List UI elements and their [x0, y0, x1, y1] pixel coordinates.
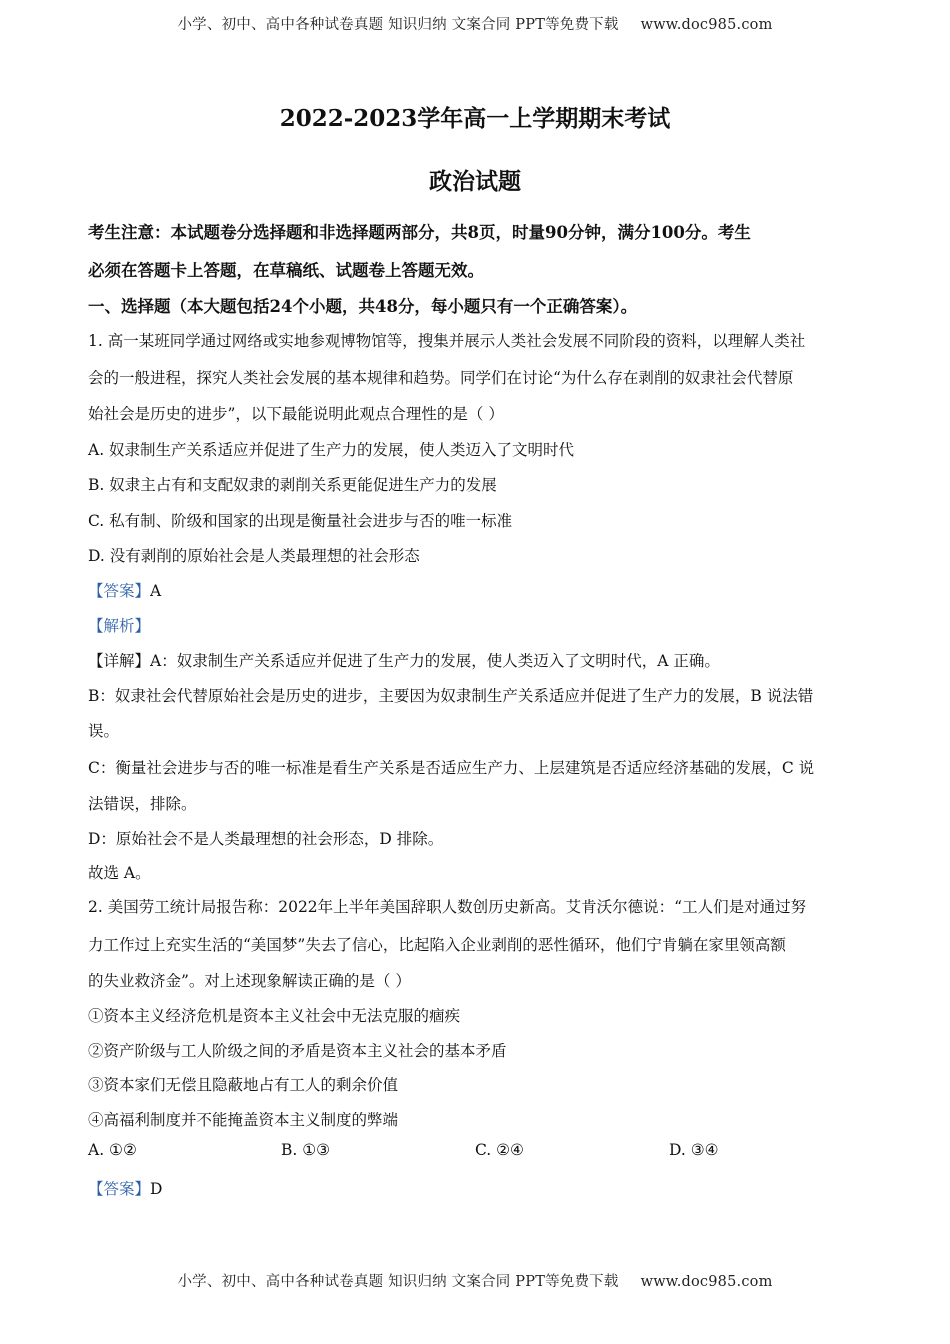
q1-stem-1: 1. 高一某班同学通过网络或实地参观博物馆等，搜集并展示人类社会发展不同阶段的资料，以理解人类社: [88, 332, 806, 350]
q1-conclusion: 故选 A。: [88, 864, 151, 882]
q2-option-d: D. ③④: [669, 1141, 719, 1159]
q1-option-a: A. 奴隶制生产关系适应并促进了生产力的发展，使人类迈入了文明时代: [88, 441, 575, 459]
q1-answer: [88, 579, 161, 601]
section-heading: 一、选择题（本大题包括24个小题，共48分，每小题只有一个正确答案）。: [88, 297, 638, 316]
analysis-tag: 【解析】: [88, 617, 151, 635]
answer-value: D: [150, 1180, 163, 1198]
q2-option-b: B. ①③: [281, 1141, 331, 1159]
notice-line-1: 考生注意：本试题卷分选择题和非选择题两部分，共8页，时量90分钟，满分100分。考生: [88, 223, 751, 242]
footer-url[interactable]: www.doc985.com: [640, 1274, 773, 1290]
answer-tag: 【答案】: [88, 582, 151, 600]
q1-option-d: D. 没有剥削的原始社会是人类最理想的社会形态: [88, 547, 420, 565]
q2-stem-2: 力工作过上充实生活的“美国梦”失去了信心，比起陷入企业剥削的恶性循环，他们宁肯躺在家里领高额: [88, 936, 786, 954]
q1-option-c: C. 私有制、阶级和国家的出现是衡量社会进步与否的唯一标准: [88, 512, 513, 530]
page-footer: [0, 1270, 950, 1291]
q1-stem-2: 会的一般进程，探究人类社会发展的基本规律和趋势。同学们在讨论“为什么存在剥削的奴隶社会代替原: [88, 369, 794, 387]
q1-detail-3a: C：衡量社会进步与否的唯一标准是看生产关系是否适应生产力、上层建筑是否适应经济基础的发展，C 说: [88, 759, 815, 777]
q2-option-c: C. ②④: [475, 1141, 524, 1159]
q1-detail-3b: 法错误，排除。: [88, 795, 197, 813]
q2-stem-3: 的失业救济金”。对上述现象解读正确的是（ ）: [88, 972, 411, 990]
header-url[interactable]: www.doc985.com: [640, 17, 773, 33]
answer-value: A: [150, 582, 162, 600]
footer-text: 小学、初中、高中各种试卷真题 知识归纳 文案合同 PPT等免费下载: [177, 1274, 619, 1290]
answer-tag: 【答案】: [88, 1180, 151, 1198]
detail-tag: 【详解】: [88, 652, 151, 670]
q2-item-3: ③资本家们无偿且隐蔽地占有工人的剩余价值: [88, 1076, 399, 1094]
q2-item-2: ②资产阶级与工人阶级之间的矛盾是资本主义社会的基本矛盾: [88, 1042, 507, 1060]
notice-line-2: 必须在答题卡上答题，在草稿纸、试题卷上答题无效。: [88, 261, 484, 280]
q2-stem-1: 2. 美国劳工统计局报告称：2022年上半年美国辞职人数创历史新高。艾肯沃尔德说：“工人们是对通过努: [88, 898, 807, 916]
page-header: [0, 13, 950, 34]
exam-subtitle: 政治试题: [429, 168, 521, 195]
q1-stem-3: 始社会是历史的进步”，以下最能说明此观点合理性的是（ ）: [88, 405, 504, 423]
q1-option-b: B. 奴隶主占有和支配奴隶的剥削关系更能促进生产力的发展: [88, 476, 497, 494]
q2-answer: [88, 1177, 162, 1199]
q2-item-1: ①资本主义经济危机是资本主义社会中无法克服的痼疾: [88, 1007, 461, 1025]
q2-item-4: ④高福利制度并不能掩盖资本主义制度的弊端: [88, 1111, 399, 1129]
q1-detail-4: D：原始社会不是人类最理想的社会形态，D 排除。: [88, 830, 444, 848]
q1-analysis: [88, 614, 150, 636]
q1-detail-2a: B：奴隶社会代替原始社会是历史的进步，主要因为奴隶制生产关系适应并促进了生产力的发展，B 说法错: [88, 687, 814, 705]
header-text: 小学、初中、高中各种试卷真题 知识归纳 文案合同 PPT等免费下载: [177, 17, 619, 33]
detail-text-1: A：奴隶制生产关系适应并促进了生产力的发展，使人类迈入了文明时代，A 正确。: [150, 652, 720, 670]
q1-detail-1: [88, 649, 720, 671]
q2-option-a: A. ①②: [88, 1141, 137, 1159]
q1-detail-2b: 误。: [88, 722, 120, 740]
exam-title: 2022-2023学年高一上学期期末考试: [279, 105, 671, 132]
